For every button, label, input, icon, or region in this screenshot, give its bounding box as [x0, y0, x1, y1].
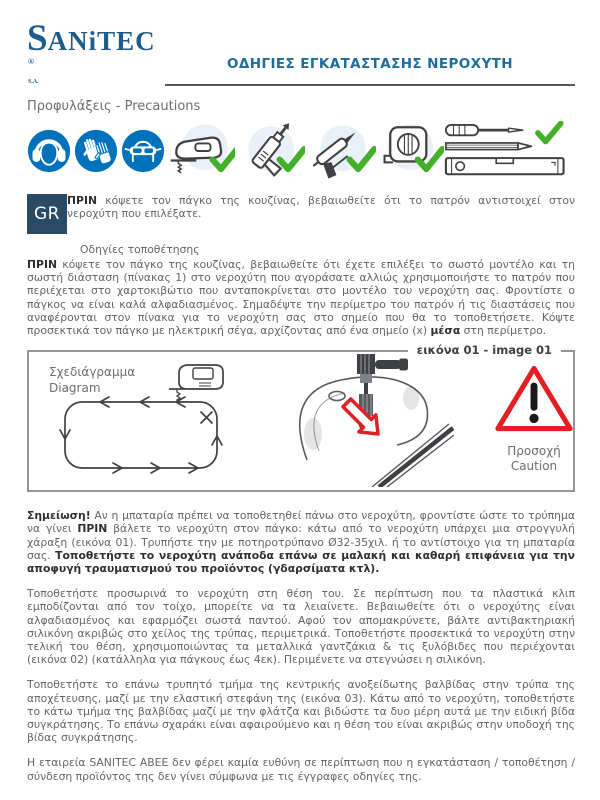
header-title-block — [165, 56, 575, 86]
drill-body — [357, 354, 375, 374]
bold-prin: ΠΡΙΝ — [27, 258, 58, 271]
note-paragraph: Σημείωση! Αν η μπαταρία πρέπει να τοποθετηθεί πάνω στο νεροχύτη, φροντίστε ώστε το τρύπημα να γίνει ΠΡΙΝ βάλετε το νεροχύτη στον πάγκο: κάτω από το νεροχύτη υπάρχει μια στρογγυλή χάραξη (εικόνα 01). Τρυπήστε την με ποτηροτρύπανο Ø32-35χιλ. ή το αντίστοιχο για τη μπαταρία σας. Τοποθετήστε το νεροχύτη ανάποδα επάνω σε μαλακή και καθαρή επιφάνεια για την αποφυγή τραυματισμού του προϊόντος (γδαρσίματα κτλ). — [27, 509, 575, 576]
logo-first-letter: S — [27, 18, 48, 59]
protective-gloves-icon — [74, 129, 118, 173]
jigsaw-icon — [165, 121, 235, 181]
bold-prin: ΠΡΙΝ — [77, 522, 108, 536]
figure-label: εικόνα 01 - image 01 — [408, 343, 561, 357]
start-point-x-mark — [201, 412, 212, 423]
logo-sa-suffix: S.A. — [28, 79, 39, 85]
instructions-paragraph-2: Τοποθετήστε προσωρινά το νεροχύτη στη θέση του. Σε περίπτωση που τα πλαστικά κλιπ εμποδίζονται από τον τοίχο, μπορείτε να τα λειαίνετε. Βεβαιωθείτε ότι ο νεροχύτης είναι αλφαδιασμένος και εφαρμόζει σωστά παντού. Αφού τον απομακρύνετε, βάλτε αντιβακτηριακή σιλικόνη ακριβώς στο χείλος της τρύπας, περιμετρικά. Τοποθετήστε προσεκτικά το νεροχύτη στην τελική του θέση, χρησιμοποιώντας τα μεταλλικά γαντζάκια & τις ξυλόβιδες που περιέχονται (εικόνα 02) (κατάλληλα για πάγκους έως 4εκ). Περιμένετε να στεγνώσει η σιλικόνη. — [27, 587, 575, 667]
bold-mesa: μέσα — [430, 324, 461, 338]
sink-drilling-illustration — [279, 354, 454, 487]
page-title: ΟΔΗΓΙΕΣ ΕΓΚΑΤΑΣΤΑΣΗΣ ΝΕΡΟΧΥΤΗ — [227, 56, 513, 72]
gr-intro-text: κόψετε τον πάγκο της κουζίνας, βεβαιωθείτε ότι το πατρόν αντιστοιχεί στον νεροχύτη που επιλέξατε. — [67, 194, 575, 221]
ppe-icons-group — [27, 129, 165, 173]
instructions-heading: Οδηγίες τοποθέτησης — [80, 243, 200, 256]
bold-note: Σημείωση! — [27, 509, 91, 523]
eye-protection-icon — [121, 129, 165, 173]
registered-trademark-mark: ® — [28, 57, 34, 66]
mini-jigsaw-icon — [169, 365, 223, 402]
ear-protection-icon — [27, 129, 71, 173]
figure-image-01 — [27, 343, 575, 492]
bold-handling-warning: Τοποθετήστε το νεροχύτη ανάποδα επάνω σε μαλακή και καθαρή επιφάνεια για την αποφυγή τραυματισμού του προϊόντος (γδαρσίματα κτλ). — [27, 548, 575, 576]
warning-triangle-icon — [492, 362, 576, 436]
diagram-label: Σχεδιάγραμμα Diagram — [49, 365, 136, 396]
gr-intro-paragraph — [67, 194, 575, 234]
logo-rest-letters: ANiTEC — [47, 26, 156, 56]
precautions-icons-row — [27, 121, 575, 181]
check-icon — [538, 123, 561, 141]
instructions-paragraph-1: ΠΡΙΝ κόψετε τον πάγκο της κουζίνας, βεβαιωθείτε ότι έχετε επιλέξει το σωστό μοντέλο και τη σωστή διάσταση (πίνακας 1) στο νεροχύτη που αγοράσατε αλλιώς χρησιμοποιήστε το πατρόν που περιέχεται στο χαρτοκιβώτιο που ανταποκρίνεται στο μοντέλο του νεροχύτη σας. Φροντίστε ο πάγκος να είναι καλά αλφαδιασμένος. Σημαδέψτε την περίμετρο του πατρόν ή τις διαστάσεις που αναφέρονται στον πίνακα για το νεροχύτη σας στο σημείο που θα το τοποθετήσετε. Κόψτε προσεκτικά τον πάγκο με ηλεκτρική σέγα, αρχίζοντας από ένα σημείο (x) μέσα στη περίμετρο. — [27, 258, 575, 338]
drill-icon — [235, 121, 305, 181]
header — [27, 20, 575, 86]
tape-measure-icon — [376, 121, 444, 181]
precautions-heading: Προφυλάξεις - Precautions — [27, 99, 201, 114]
gr-section — [27, 194, 575, 234]
bold-prin: ΠΡΙΝ — [67, 194, 98, 207]
screwdriver-pencil-level-icon — [444, 121, 575, 181]
caulking-gun-icon — [305, 121, 375, 181]
instructions-paragraph-3: Τοποθετήστε το επάνω τρυπητό τμήμα της κεντρικής ανοξείδωτης βαλβίδας στην τρύπα της αποχέτευσης, μαζί με την ελαστική στεφάνη της (εικόνα 03). Κάτω από το νεροχύτη, τοποθετήστε το κάτω τμήμα της βαλβίδας μαζί με την φλάτζα και βιδώστε τα δυο μέρη αυτά με την ειδική βίδα συγκράτησης. Το επάνω σχαράκι είναι αφαιρούμενο και η θέση του είναι ακριβώς στην υποδοχή της βίδας συγκράτησης. — [27, 678, 575, 745]
caution-caption: Προσοχή Caution — [507, 444, 561, 474]
logo-wordmark — [27, 18, 156, 59]
caution-block — [464, 362, 600, 474]
liability-disclaimer: Η εταιρεία SANITEC ΑΒΕΕ δεν φέρει καμία ευθύνη σε περίπτωση που η εγκατάσταση / τοποθέτηση / σύνδεση προϊόντος της δεν γίνει σύμφωνα με τις έγγραφες οδηγίες της. — [27, 756, 575, 783]
cutting-path-diagram — [55, 356, 265, 482]
sanitec-logo — [27, 20, 165, 86]
language-badge-gr: GR — [27, 194, 67, 234]
